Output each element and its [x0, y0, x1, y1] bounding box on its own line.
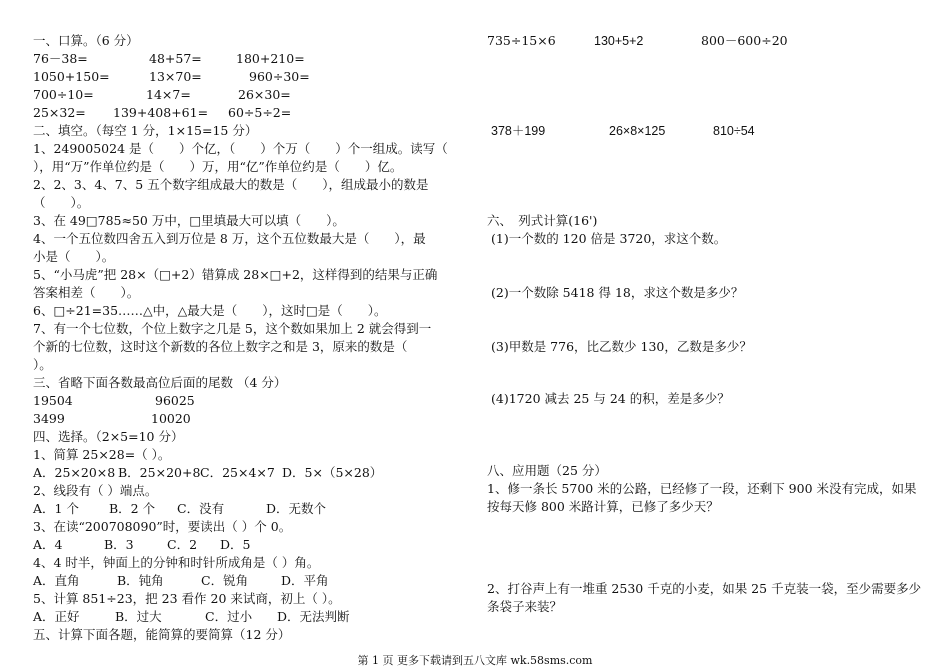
rounding-number: 96025: [155, 393, 195, 408]
calc-item: 735÷15×6: [487, 33, 556, 48]
oral-row: [33, 50, 463, 68]
work-space: [487, 248, 927, 284]
calc-row: [487, 122, 927, 140]
fill-question-1-cont: ），用“万”作单位约是（ ）万，用“亿”作单位约是（ ）亿。: [33, 159, 403, 174]
fill-question-4-cont: 小是（ ）。: [33, 249, 115, 264]
work-space: [487, 50, 927, 122]
choice-option: D．平角: [281, 573, 329, 588]
oral-item: 60÷5÷2=: [228, 105, 292, 120]
fill-question-4: 4、一个五位数四舍五入到万位是 8 万，这个五位数最大是（ ），最: [33, 231, 426, 246]
oral-item: 700÷10=: [33, 87, 94, 102]
choice-options-1: [33, 464, 463, 482]
choice-option: A．直角: [33, 573, 80, 588]
choice-question-1: 1、简算 25×28=（ ）。: [33, 447, 171, 462]
section-5-title: 五、计算下面各题，能简算的要简算（12 分）: [33, 627, 291, 642]
section-1-title: 一、口算。（6 分）: [33, 33, 139, 48]
calc-row: [487, 32, 927, 50]
left-column: [33, 32, 463, 644]
section-2-title: 二、填空。（每空 1 分，1×15=15 分）: [33, 123, 258, 138]
fill-question-7-cont: 个新的七位数，这时这个新数的各位上数字之和是 3，原来的数是（: [33, 339, 408, 354]
word-problem-2: 2、打谷声上有一堆重 2530 千克的小麦，如果 25 千克装一袋，至少需要多少条袋子来装？: [487, 581, 922, 614]
rounding-row: [33, 392, 463, 410]
fill-question-3: 3、在 49□785≈50 万中，□里填最大可以填（ ）。: [33, 213, 345, 228]
choice-option: B．过大: [115, 609, 162, 624]
fill-question-1: 1、249005024 是（ ）个亿，（ ）个万（ ）个一组成。读写（: [33, 141, 448, 156]
fill-question-7-end: ）。: [33, 357, 52, 372]
oral-item: 960÷30=: [249, 69, 310, 84]
oral-row: [33, 104, 463, 122]
choice-option: B．2 个: [109, 501, 156, 516]
choice-option: B．钝角: [117, 573, 164, 588]
choice-question-2: 2、线段有（ ）端点。: [33, 483, 158, 498]
fill-question-5: 5、“小马虎”把 28×（□+2）错算成 28×□+2，这样得到的结果与正确: [33, 267, 438, 282]
choice-question-4: 4、4 时半，钟面上的分钟和时针所成角是（ ）角。: [33, 555, 320, 570]
oral-item: 13×70=: [149, 69, 202, 84]
choice-option: A．25×20×8: [33, 465, 116, 480]
fill-question-2: 2、2、3、4、7、5 五个数字组成最大的数是（ ），组成最小的数是: [33, 177, 429, 192]
choice-option: C．没有: [177, 501, 225, 516]
oral-item: 25×32=: [33, 105, 86, 120]
choice-option: D．5: [220, 537, 251, 552]
choice-option: A．正好: [33, 609, 80, 624]
fill-question-6: 6、□÷21=35……△中，△最大是（ ），这时□是（ ）。: [33, 303, 387, 318]
oral-item: 26×30=: [238, 87, 291, 102]
choice-option: C．过小: [205, 609, 253, 624]
section-3-title: 三、省略下面各数最高位后面的尾数 （4 分）: [33, 375, 287, 390]
choice-option: D．无法判断: [277, 609, 350, 624]
choice-options-4: [33, 572, 463, 590]
choice-option: B．25×20+8: [118, 465, 201, 480]
work-space: [487, 356, 927, 390]
choice-question-5: 5、计算 851÷23，把 23 看作 20 来试商，初上（ ）。: [33, 591, 341, 606]
rounding-row: [33, 410, 463, 428]
work-space: [487, 516, 927, 580]
rounding-number: 10020: [151, 411, 191, 426]
calc-item: 378＋199: [491, 124, 546, 138]
calc-item: 26×8×125: [609, 124, 666, 138]
page-footer: 第 1 页 更多下载请到五八文库 wk.58sms.com: [357, 654, 593, 667]
choice-option: D．无数个: [266, 501, 327, 516]
choice-question-3: 3、在读“200708090”时，要读出（ ）个 0。: [33, 519, 292, 534]
oral-item: 180+210=: [236, 51, 305, 66]
choice-option: A．1 个: [33, 501, 79, 516]
right-column: [487, 32, 927, 616]
oral-item: 48+57=: [149, 51, 202, 66]
fill-question-7: 7、有一个七位数，个位上数字之几是 5，这个数如果加上 2 就会得到一: [33, 321, 432, 336]
fill-question-2-cont: （ ）。: [33, 195, 90, 210]
choice-options-3: [33, 536, 463, 554]
calc-item: 130+5+2: [594, 34, 644, 48]
choice-option: A．4: [33, 537, 63, 552]
choice-option: B．3: [104, 537, 134, 552]
oral-row: [33, 68, 463, 86]
equation-problem-2: (2)一个数除 5418 得 18，求这个数是多少？: [491, 285, 744, 300]
calc-item: 810÷54: [713, 124, 755, 138]
equation-problem-3: (3)甲数是 776，比乙数少 130，乙数是多少？: [491, 339, 752, 354]
word-problem-1: 1、修一条长 5700 米的公路，已经修了一段，还剩下 900 米没有完成，如果按每天修 800 米路计算，已修了多少天？: [487, 481, 917, 514]
oral-item: 1050+150=: [33, 69, 110, 84]
fill-question-5-cont: 答案相差（ ）。: [33, 285, 140, 300]
rounding-number: 3499: [33, 411, 65, 426]
calc-item: 800－600÷20: [701, 33, 788, 48]
work-space: [487, 302, 927, 338]
choice-option: C．锐角: [201, 573, 249, 588]
section-8-title: 八、应用题（25 分）: [487, 463, 607, 478]
work-space: [487, 140, 927, 212]
oral-item: 139+408+61=: [113, 105, 209, 120]
choice-option: C．2: [167, 537, 198, 552]
equation-problem-1: (1)一个数的 120 倍是 3720，求这个数。: [491, 231, 727, 246]
choice-option: D．5×（5×28）: [282, 465, 383, 480]
work-space: [487, 408, 927, 462]
choice-options-5: [33, 608, 463, 626]
oral-item: 76－38=: [33, 51, 88, 66]
oral-item: 14×7=: [146, 87, 191, 102]
rounding-number: 19504: [33, 393, 73, 408]
choice-options-2: [33, 500, 463, 518]
equation-problem-4: (4)1720 减去 25 与 24 的积，差是多少？: [491, 391, 730, 406]
choice-option: C．25×4×7: [200, 465, 275, 480]
oral-row: [33, 86, 463, 104]
section-6-title: 六、 列式计算(16'): [487, 213, 598, 228]
section-4-title: 四、选择。（2×5=10 分）: [33, 429, 184, 444]
